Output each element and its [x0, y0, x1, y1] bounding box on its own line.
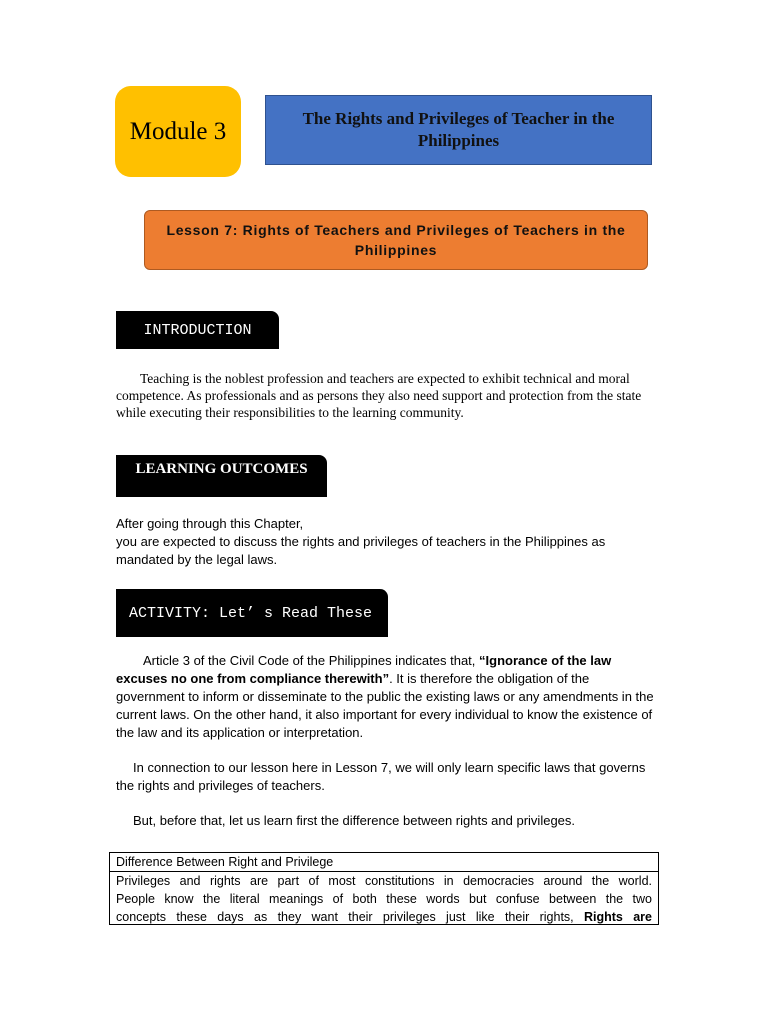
- connection-paragraph: [116, 759, 661, 795]
- module-title-banner: [265, 95, 652, 165]
- table-line-3-bold: Rights are: [583, 910, 652, 924]
- module-badge: [115, 86, 241, 177]
- introduction-heading: [116, 311, 279, 349]
- module-title: The Rights and Privileges of Teacher in the Philippines: [302, 109, 615, 150]
- article-rest: . It is therefore the obligation of the government to inform or disseminate to the public the existing laws or any amendments in the current laws. On the other hand, it also important for every individual to know the existence of the law and its application or interpretation.: [116, 671, 654, 740]
- activity-heading: [116, 589, 388, 637]
- introduction-text: Teaching is the noblest profession and teachers are expected to exhibit technical and moral competence. As professionals and as persons they also need support and protection from the state while executing their responsibilities to the learning community.: [116, 371, 642, 420]
- outcomes-line-2: you are expected to discuss the rights and privileges of teachers in the Philippines as mandated by the legal laws.: [116, 534, 606, 567]
- table-line-3: [116, 908, 652, 926]
- article-quote: “Ignorance of the law excuses no one from compliance therewith”: [116, 653, 612, 686]
- table-line-1: Privileges and rights are part of most constitutions in democracies around the world.: [116, 874, 652, 888]
- article-paragraph: [116, 652, 661, 742]
- table-line-3-text: concepts these days as they want their privileges just like their rights,: [116, 910, 574, 924]
- lesson-banner: [144, 210, 648, 270]
- connection-text: In connection to our lesson here in Lesson 7, we will only learn specific laws that governs the rights and privileges of teachers.: [116, 760, 646, 793]
- activity-heading-label: ACTIVITY: Let’ s Read These: [129, 604, 373, 622]
- introduction-paragraph: [116, 370, 646, 421]
- before-paragraph: [116, 812, 661, 830]
- learning-outcomes-heading-label: LEARNING OUTCOMES: [135, 461, 308, 477]
- before-text: But, before that, let us learn first the difference between rights and privileges.: [133, 813, 576, 828]
- difference-table: [109, 852, 659, 925]
- outcomes-line-1: After going through this Chapter,: [116, 516, 304, 531]
- difference-table-header: Difference Between Right and Privilege: [110, 853, 658, 872]
- module-label: Module 3: [129, 117, 227, 145]
- article-intro: Article 3 of the Civil Code of the Philippines indicates that,: [143, 653, 480, 668]
- learning-outcomes-heading: [116, 455, 327, 497]
- lesson-title: Lesson 7: Rights of Teachers and Privileges of Teachers in the Philippines: [166, 222, 626, 258]
- difference-table-cell: [110, 872, 658, 926]
- learning-outcomes-text: [116, 515, 661, 569]
- table-line-2: People know the literal meanings of both these words but confuse between the two: [116, 892, 652, 906]
- introduction-heading-label: INTRODUCTION: [143, 321, 252, 339]
